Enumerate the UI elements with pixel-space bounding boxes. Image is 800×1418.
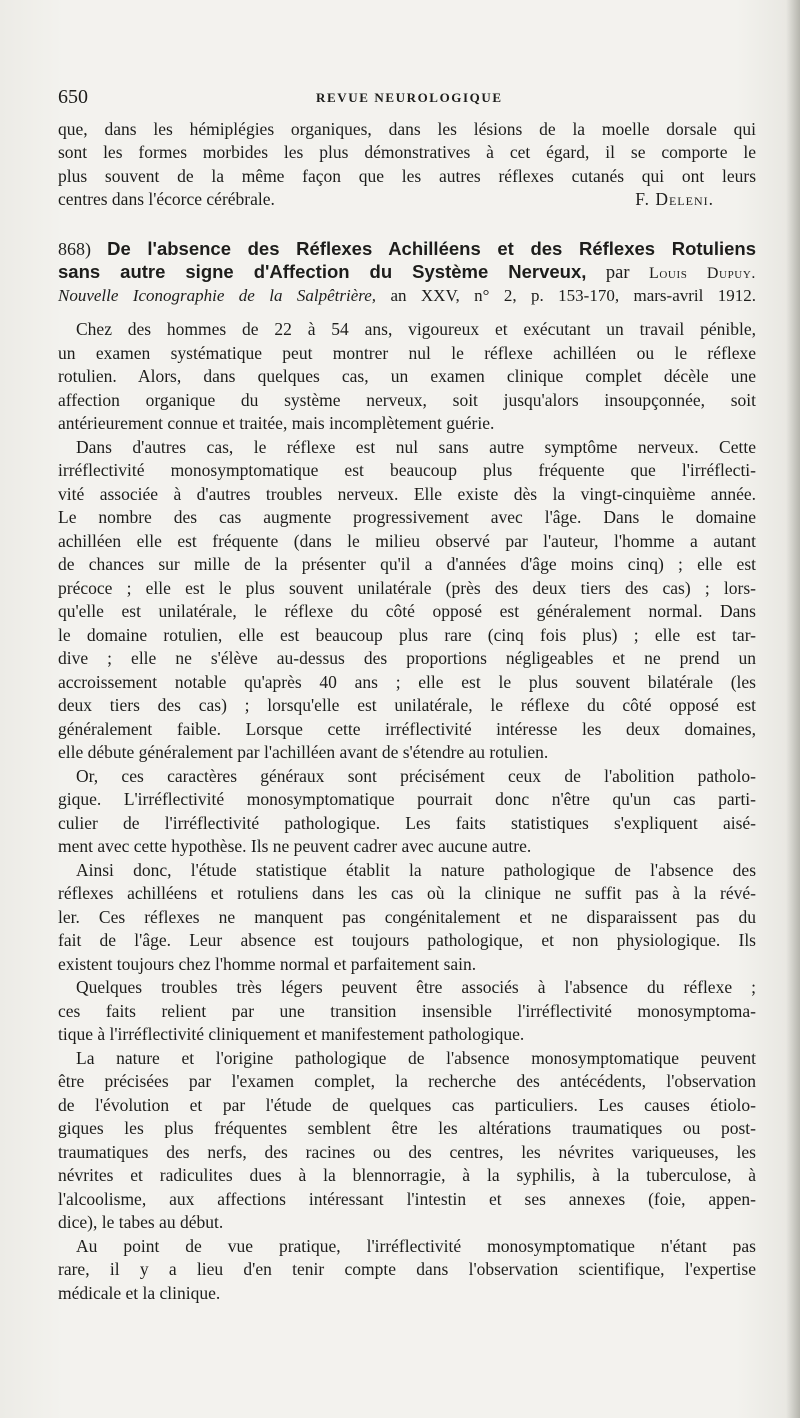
- article-number: 868): [58, 239, 91, 259]
- text-line: Ainsi donc, l'étude statistique établit la nature pathologique de l'absence des: [76, 859, 756, 880]
- text-line: le domaine rotulien, elle est beaucoup plus rare (cinq fois plus) ; elle est tar-: [58, 624, 756, 645]
- text-line: généralement faible. Lorsque cette irréflectivité intéresse les deux domaines,: [58, 718, 756, 739]
- text-line: que, dans les hémiplégies organiques, dans les lésions de la moelle dorsale qui: [58, 119, 756, 139]
- text-line: elle débute généralement par l'achilléen avant de s'étendre au rotulien.: [58, 742, 549, 762]
- text-line: Au point de vue pratique, l'irréflectivité monosymptomatique n'étant pas: [76, 1235, 756, 1256]
- heading-line-1: [58, 238, 756, 261]
- page-number: 650: [58, 86, 88, 108]
- reviewer-signature: F. Deleni.: [635, 189, 714, 210]
- paragraph: [58, 1047, 756, 1235]
- text-line: qu'elle est unilatérale, le réflexe du côté opposé est généralement normal. Dans: [58, 601, 756, 621]
- text-line: vité associée à d'autres troubles nerveux. Elle existe dès la vingt-cinquième année.: [58, 483, 756, 504]
- text-line: Or, ces caractères généraux sont précisément ceux de l'abolition patholo-: [76, 765, 756, 786]
- running-title: REVUE NEUROLOGIQUE: [316, 90, 503, 105]
- text-line: Chez des hommes de 22 à 54 ans, vigoureux et exécutant un travail pénible,: [76, 319, 756, 339]
- article-title-part-1: De l'absence des Réflexes Achilléens et des Réflexes Rotuliens: [107, 238, 756, 259]
- text-line: névrites et radiculites dues à la blennorragie, à la syphilis, à la tuberculose, à: [58, 1165, 756, 1185]
- text-line: ler. Ces réflexes ne manquent pas congénitalement et ne disparaissent pas du: [58, 906, 756, 927]
- paragraph: [58, 318, 756, 436]
- text-line: dive ; elle ne s'élève au-dessus des proportions négligeables et ne prend un: [58, 648, 756, 668]
- article-868: [58, 238, 756, 1305]
- text-line: réflexes achilléens et rotuliens dans les cas où la clinique ne suffit pas à la révé-: [58, 883, 756, 903]
- text-line: précoce ; elle est le plus souvent unilatérale (près des deux tiers des cas) ; lors-: [58, 577, 756, 598]
- article-heading: [58, 238, 756, 307]
- text-line: plus souvent de la même façon que les autres réflexes cutanés qui ont leurs: [58, 165, 756, 186]
- previous-article-ending: [58, 118, 756, 212]
- text-line: ment avec cette hypothèse. Ils ne peuvent cadrer avec aucune autre.: [58, 836, 532, 856]
- text-line: deux tiers des cas) ; lorsqu'elle est unilatérale, le réflexe du côté opposé est: [58, 695, 756, 715]
- paragraph: [58, 765, 756, 859]
- text-line: antérieurement connue et traitée, mais incomplètement guérie.: [58, 413, 495, 433]
- final-line-with-signature: [58, 188, 756, 211]
- heading-line-2: [58, 261, 756, 285]
- text-line: irréflectivité monosymptomatique est beaucoup plus fréquente que l'irréflecti-: [58, 460, 756, 480]
- text-line: gique. L'irréflectivité monosymptomatique pourrait donc n'être qu'un cas parti-: [58, 789, 756, 809]
- text-line: Dans d'autres cas, le réflexe est nul sans autre symptôme nerveux. Cette: [76, 436, 756, 457]
- text-line: La nature et l'origine pathologique de l'absence monosymptomatique peuvent: [76, 1047, 756, 1068]
- text-line: tique à l'irréflectivité cliniquement et manifestement pathologique.: [58, 1024, 525, 1044]
- by-label: par: [605, 263, 630, 283]
- text-line: médicale et la clinique.: [58, 1282, 221, 1303]
- text-line: Quelques troubles très légers peuvent être associés à l'absence du réflexe ;: [76, 977, 756, 997]
- journal-name: Nouvelle Iconographie de la Salpêtrière,: [58, 286, 377, 305]
- text-line: achilléen elle est fréquente (dans le milieu observé par l'auteur, l'homme a autant: [58, 530, 756, 551]
- text-line: giques les plus fréquentes semblent être les altérations traumatiques ou post-: [58, 1118, 756, 1138]
- article-author: Louis Dupuy.: [649, 265, 756, 282]
- paragraph: [58, 976, 756, 1047]
- source-line: [58, 285, 756, 307]
- text-line: de l'évolution et par l'étude de quelques cas particuliers. Les causes étiolo-: [58, 1094, 756, 1115]
- paragraph: [58, 436, 756, 765]
- paragraph: [58, 859, 756, 977]
- text-line: rotulien. Alors, dans quelques cas, un examen clinique complet décèle une: [58, 366, 756, 386]
- text-line: existent toujours chez l'homme normal et parfaitement sain.: [58, 953, 477, 974]
- text-line: un examen systématique peut montrer nul le réflexe achilléen ou le réflexe: [58, 342, 756, 363]
- text-line: ces faits relient par une transition insensible l'irréflectivité monosymptoma-: [58, 1000, 756, 1021]
- text-line: traumatiques des nerfs, des racines ou des centres, les névrites variqueuses, les: [58, 1141, 756, 1162]
- text-line: l'alcoolisme, aux affections intéressant l'intestin et ses annexes (foie, appen-: [58, 1188, 756, 1209]
- text-line: Le nombre des cas augmente progressivement avec l'âge. Dans le domaine: [58, 507, 756, 527]
- text-line: culier de l'irréflectivité pathologique. Les faits statistiques s'expliquent aisé-: [58, 812, 756, 833]
- text-line: affection organique du système nerveux, soit jusqu'alors insoupçonnée, soit: [58, 389, 756, 410]
- text-line: accroissement notable qu'après 40 ans ; elle est le plus souvent bilatérale (les: [58, 671, 756, 692]
- text-line: dice), le tabes au début.: [58, 1212, 224, 1232]
- text-line: de chances sur mille de la présenter qu'il a d'années d'âge moins cinq) ; elle est: [58, 554, 756, 574]
- citation: an XXV, n° 2, p. 153-170, mars-avril 1912.: [390, 286, 757, 305]
- paragraph: [58, 1235, 756, 1306]
- page-edge-shadow: [786, 0, 800, 1418]
- text-line: sont les formes morbides les plus démonstratives à cet égard, il se comporte le: [58, 142, 756, 163]
- text-line: centres dans l'écorce cérébrale.: [58, 189, 275, 210]
- text-line: être précisées par l'examen complet, la recherche des antécédents, l'observation: [58, 1071, 756, 1091]
- article-body: [58, 318, 756, 1305]
- text-line: rare, il y a lieu d'en tenir compte dans l'observation scientifique, l'expertise: [58, 1259, 756, 1279]
- article-title-part-2: sans autre signe d'Affection du Système Nerveux,: [58, 261, 587, 282]
- text-line: fait de l'âge. Leur absence est toujours pathologique, et non physiologique. Ils: [58, 930, 756, 950]
